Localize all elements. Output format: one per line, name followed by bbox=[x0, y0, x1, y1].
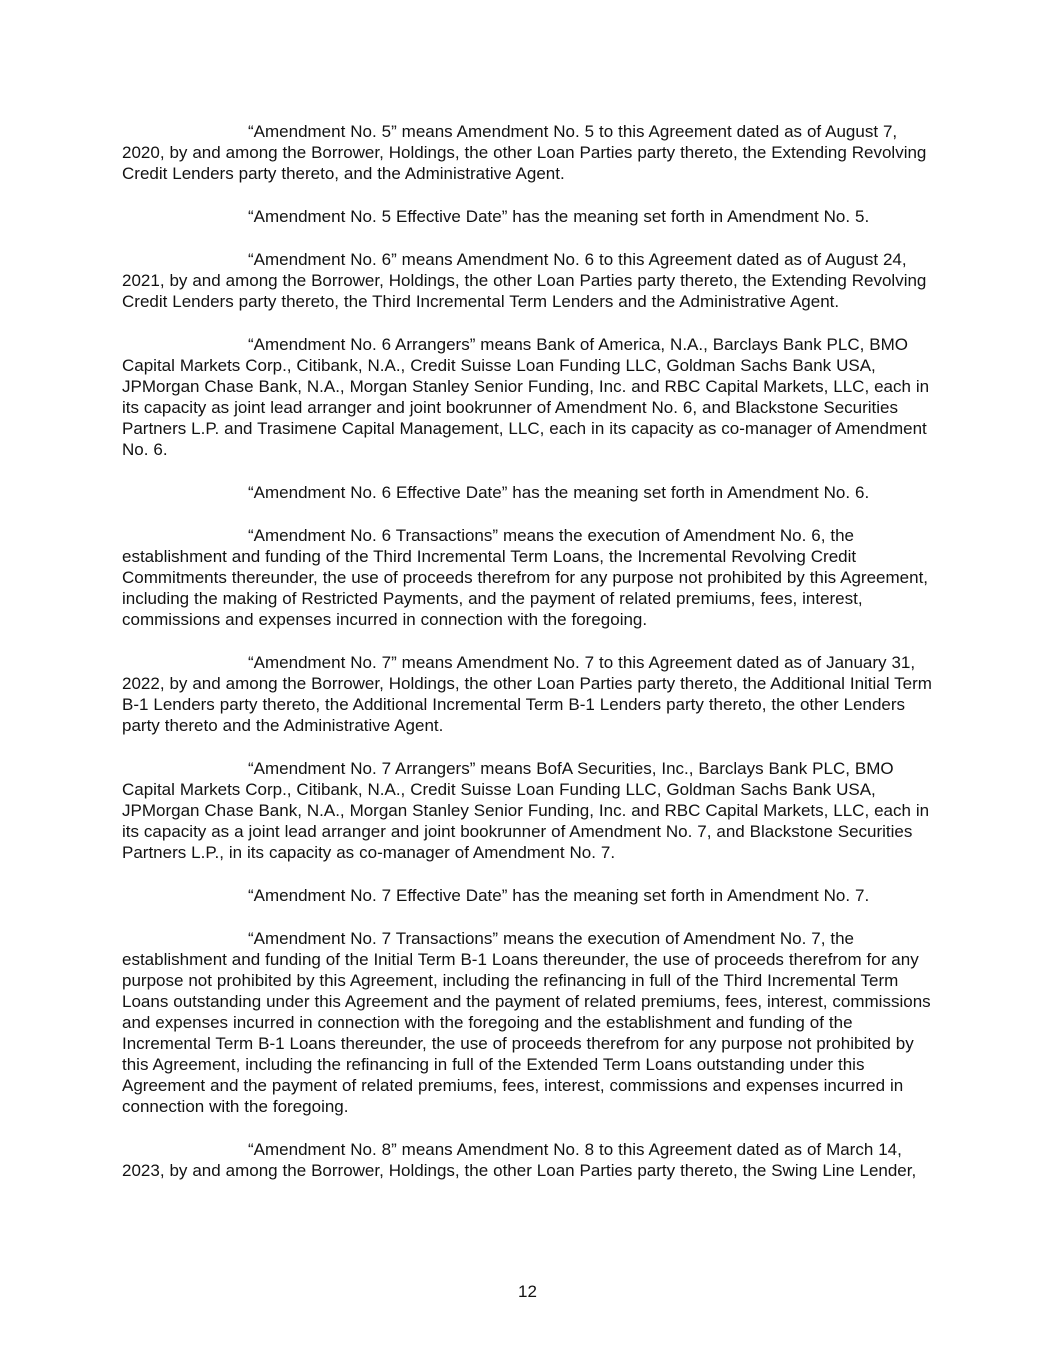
definition-paragraph-amendment-no-5: “Amendment No. 5” means Amendment No. 5 to this Agreement dated as of August 7, 2020, by and among the Borrower, Holdings, the other Loan Parties party thereto, the Extending Revolving Credit Lenders party thereto, and the Administrative Agent. bbox=[122, 122, 927, 183]
definition-paragraph-amendment-no-6-transactions: “Amendment No. 6 Transactions” means the execution of Amendment No. 6, the establishment and funding of the Third Incremental Term Loans, the Incremental Revolving Credit Commitments thereunder, the use of proceeds therefrom for any purpose not prohibited by this Agreement, including the making of Restricted Payments, and the payment of related premiums, fees, interest, commissions and expenses incurred in connection with the foregoing. bbox=[122, 526, 929, 629]
definition-paragraph-amendment-no-6-effective-date: “Amendment No. 6 Effective Date” has the meaning set forth in Amendment No. 6. bbox=[248, 483, 870, 502]
definition-paragraph-amendment-no-6: “Amendment No. 6” means Amendment No. 6 to this Agreement dated as of August 24, 2021, by and among the Borrower, Holdings, the other Loan Parties party thereto, the Extending Revolving Credit Lenders party thereto, the Third Incremental Term Lenders and the Administrative Agent. bbox=[122, 250, 927, 311]
document-body bbox=[122, 121, 940, 1203]
definition-paragraph-amendment-no-7-arrangers: “Amendment No. 7 Arrangers” means BofA Securities, Inc., Barclays Bank PLC, BMO Capital Markets Corp., Citibank, N.A., Credit Suisse Loan Funding LLC, Goldman Sachs Bank USA, JPMorgan Chase Bank, N.A., Morgan Stanley Senior Funding, Inc. and RBC Capital Markets, LLC, each in its capacity as a joint lead arranger and joint bookrunner of Amendment No. 7, and Blackstone Securities Partners L.P., in its capacity as co-manager of Amendment No. 7. bbox=[122, 759, 930, 862]
page-number: 12 bbox=[518, 1282, 537, 1301]
definition-paragraph-amendment-no-5-effective-date: “Amendment No. 5 Effective Date” has the meaning set forth in Amendment No. 5. bbox=[248, 207, 870, 226]
definition-paragraph-amendment-no-7: “Amendment No. 7” means Amendment No. 7 to this Agreement dated as of January 31, 2022, by and among the Borrower, Holdings, the other Loan Parties party thereto, the Additional Initial Term B-1 Lenders party thereto, the Additional Incremental Term B-1 Lenders party thereto, the other Lenders party thereto and the Administrative Agent. bbox=[122, 653, 932, 735]
definition-paragraph-amendment-no-7-transactions: “Amendment No. 7 Transactions” means the execution of Amendment No. 7, the establishment and funding of the Initial Term B-1 Loans thereunder, the use of proceeds therefrom for any purpose not prohibited by this Agreement, including the refinancing in full of the Third Incremental Term Loans outstanding under this Agreement and the payment of related premiums, fees, interest, commissions and expenses incurred in connection with the foregoing and the establishment and funding of the Incremental Term B-1 Loans thereunder, the use of proceeds therefrom for any purpose not prohibited by this Agreement, including the refinancing in full of the Extended Term Loans outstanding under this Agreement and the payment of related premiums, fees, interest, commissions and expenses incurred in connection with the foregoing. bbox=[122, 929, 931, 1116]
definition-paragraph-amendment-no-8: “Amendment No. 8” means Amendment No. 8 to this Agreement dated as of March 14, 2023, by and among the Borrower, Holdings, the other Loan Parties party thereto, the Swing Line Lender, bbox=[122, 1140, 917, 1180]
definition-paragraph-amendment-no-6-arrangers: “Amendment No. 6 Arrangers” means Bank of America, N.A., Barclays Bank PLC, BMO Capital Markets Corp., Citibank, N.A., Credit Suisse Loan Funding LLC, Goldman Sachs Bank USA, JPMorgan Chase Bank, N.A., Morgan Stanley Senior Funding, Inc. and RBC Capital Markets, LLC, each in its capacity as joint lead arranger and joint bookrunner of Amendment No. 6, and Blackstone Securities Partners L.P. and Trasimene Capital Management, LLC, each in its capacity as co-manager of Amendment No. 6. bbox=[122, 335, 930, 459]
definition-paragraph-amendment-no-7-effective-date: “Amendment No. 7 Effective Date” has the meaning set forth in Amendment No. 7. bbox=[248, 886, 870, 905]
